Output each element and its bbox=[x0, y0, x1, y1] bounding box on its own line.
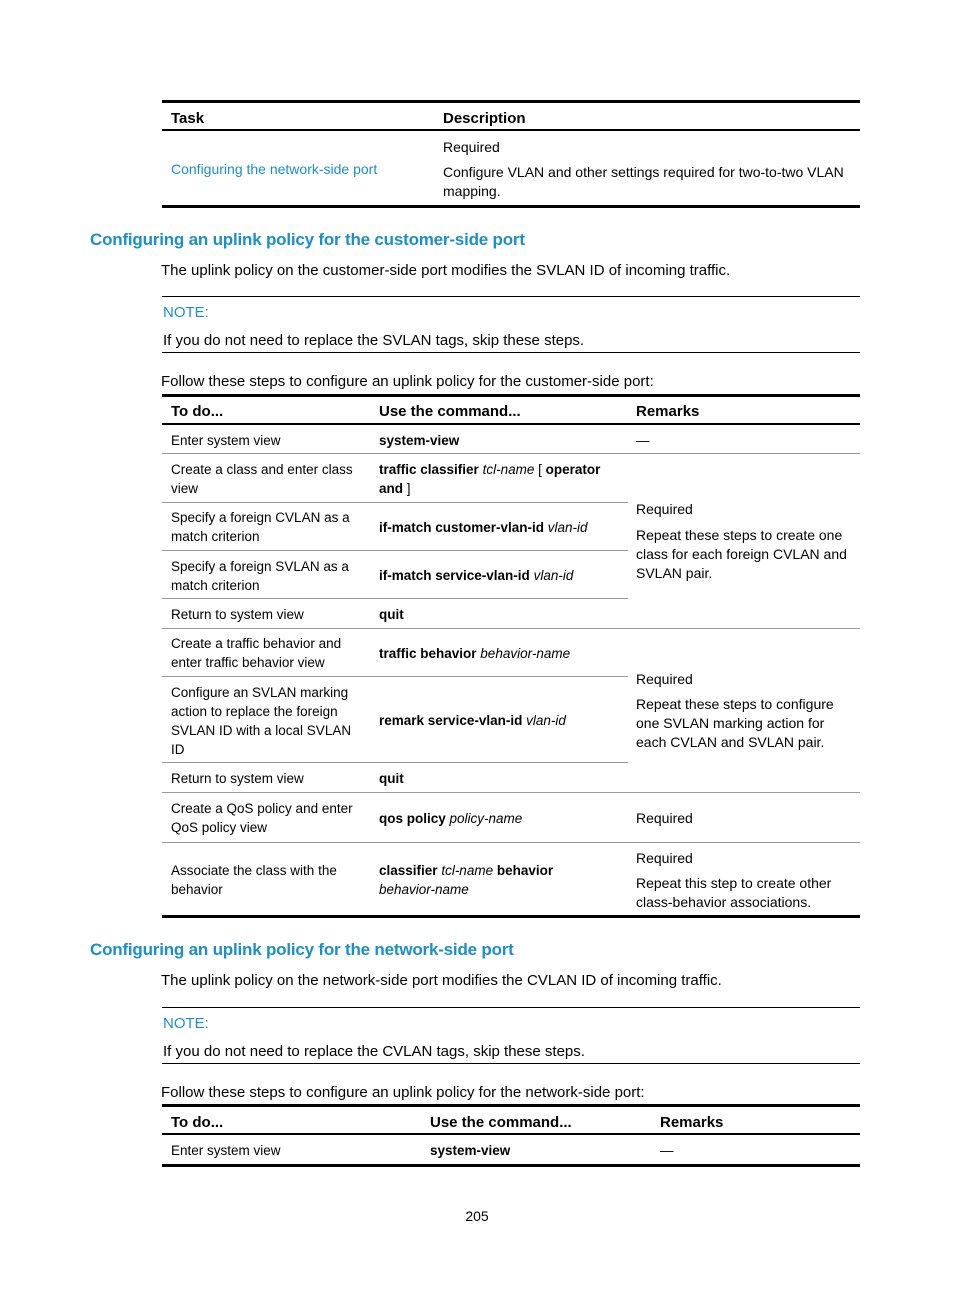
table-row-todo: Create a class and enter class view bbox=[171, 462, 353, 496]
header-todo: To do... bbox=[171, 403, 224, 420]
cmd-arg: vlan-id bbox=[533, 568, 574, 583]
header-todo: To do... bbox=[171, 1114, 224, 1131]
note-bottom-rule bbox=[162, 352, 860, 353]
group1-remarks-text: Repeat these steps to create one class for each foreign CVLAN and SVLAN pair. bbox=[636, 527, 847, 581]
cmd-keyword: qos policy bbox=[379, 811, 446, 826]
row-divider bbox=[162, 842, 860, 843]
table-row-todo: Return to system view bbox=[171, 771, 304, 786]
row-divider bbox=[162, 550, 628, 551]
header-remarks: Remarks bbox=[660, 1114, 724, 1131]
cmd-keyword: traffic classifier bbox=[379, 462, 479, 477]
note-label: NOTE: bbox=[163, 304, 209, 321]
table-row-remarks: — bbox=[636, 433, 650, 448]
note-text: If you do not need to replace the SVLAN tags, skip these steps. bbox=[163, 332, 585, 349]
table-row-cmd bbox=[379, 809, 522, 828]
table-row-todo: Configure an SVLAN marking action to replace the foreign SVLAN ID with a local SVLAN ID bbox=[171, 685, 352, 757]
table-header-rule bbox=[162, 1133, 860, 1135]
cmd-arg: behavior-name bbox=[379, 882, 469, 897]
row-divider bbox=[162, 502, 628, 503]
table-row-cmd: system-view bbox=[430, 1143, 511, 1158]
cmd-keyword: behavior bbox=[496, 863, 554, 878]
row-divider bbox=[162, 453, 860, 454]
table-header-rule bbox=[162, 129, 860, 131]
table-row-todo: Associate the class with the behavior bbox=[171, 863, 337, 897]
row-divider bbox=[162, 598, 628, 599]
table-row-cmd bbox=[379, 711, 566, 730]
header-remarks: Remarks bbox=[636, 403, 700, 420]
table-bottom-rule bbox=[162, 915, 860, 918]
cmd-bracket: [ bbox=[538, 462, 542, 477]
row-divider bbox=[162, 792, 860, 793]
task-desc-required: Required bbox=[443, 139, 500, 155]
last-remarks-text: Repeat this step to create other class-behavior associations. bbox=[636, 875, 832, 910]
table-row-cmd bbox=[379, 460, 619, 498]
cmd-keyword: classifier bbox=[379, 863, 438, 878]
table-bottom-rule bbox=[162, 205, 860, 208]
table-row-todo: Return to system view bbox=[171, 607, 304, 622]
section1-follow: Follow these steps to configure an uplink policy for the customer-side port: bbox=[161, 373, 654, 390]
row-divider bbox=[162, 628, 860, 629]
cmd-arg: tcl-name bbox=[441, 863, 494, 878]
table-row-cmd bbox=[379, 861, 619, 899]
table-row-cmd bbox=[379, 566, 573, 585]
table-row-todo: Specify a foreign SVLAN as a match criterion bbox=[171, 559, 349, 593]
cmd-arg: tcl-name bbox=[482, 462, 535, 477]
table-row-todo: Create a QoS policy and enter QoS policy view bbox=[171, 801, 353, 835]
header-task: Task bbox=[171, 110, 205, 127]
table-row-cmd bbox=[379, 518, 588, 537]
table-header-rule bbox=[162, 423, 860, 425]
section2-follow: Follow these steps to configure an uplink policy for the network-side port: bbox=[161, 1084, 645, 1101]
row-divider bbox=[162, 676, 628, 677]
note-top-rule bbox=[162, 1007, 860, 1008]
table-bottom-rule bbox=[162, 1164, 860, 1167]
cmd-arg: vlan-id bbox=[547, 520, 588, 535]
table-top-rule bbox=[162, 394, 860, 397]
table-row-todo: Enter system view bbox=[171, 433, 281, 448]
task-desc-text: Configure VLAN and other settings required for two-to-two VLAN mapping. bbox=[443, 164, 844, 199]
cmd-arg: behavior-name bbox=[480, 646, 571, 661]
table-row-cmd bbox=[379, 644, 570, 663]
cmd-keyword: traffic behavior bbox=[379, 646, 477, 661]
table-row-remarks: — bbox=[660, 1143, 674, 1158]
cmd-arg: vlan-id bbox=[526, 713, 566, 728]
table-row-todo: Specify a foreign CVLAN as a match criterion bbox=[171, 510, 350, 544]
group2-remarks-required: Required bbox=[636, 671, 693, 687]
group2-remarks-text: Repeat these steps to configure one SVLAN marking action for each CVLAN and SVLAN pair. bbox=[636, 696, 834, 750]
table-top-rule bbox=[162, 1104, 860, 1107]
note-bottom-rule bbox=[162, 1063, 860, 1064]
section-heading-network-side: Configuring an uplink policy for the network-side port bbox=[90, 940, 514, 959]
table-row-todo: Enter system view bbox=[171, 1143, 281, 1158]
table-row-remarks: Required bbox=[636, 810, 693, 826]
table-top-rule bbox=[162, 100, 860, 103]
header-command: Use the command... bbox=[430, 1114, 572, 1131]
header-command: Use the command... bbox=[379, 403, 521, 420]
cmd-bracket: ] bbox=[406, 481, 411, 496]
cmd-keyword: remark service-vlan-id bbox=[379, 713, 523, 728]
note-top-rule bbox=[162, 296, 860, 297]
cmd-arg: policy-name bbox=[449, 811, 523, 826]
cmd-keyword: if-match service-vlan-id bbox=[379, 568, 530, 583]
cmd-keyword: if-match customer-vlan-id bbox=[379, 520, 545, 535]
note-label: NOTE: bbox=[163, 1015, 209, 1032]
header-description: Description bbox=[443, 110, 526, 127]
section-heading-customer-side: Configuring an uplink policy for the customer-side port bbox=[90, 230, 525, 249]
note-text: If you do not need to replace the CVLAN tags, skip these steps. bbox=[163, 1043, 585, 1060]
cmd-keyword: operator and bbox=[379, 462, 601, 496]
section2-intro: The uplink policy on the network-side port modifies the CVLAN ID of incoming traffic. bbox=[161, 972, 722, 989]
table-row-cmd: system-view bbox=[379, 433, 460, 448]
last-remarks-required: Required bbox=[636, 850, 693, 866]
section1-intro: The uplink policy on the customer-side port modifies the SVLAN ID of incoming traffic. bbox=[161, 262, 731, 279]
row-divider bbox=[162, 762, 628, 763]
page-number: 205 bbox=[465, 1208, 489, 1224]
table-row-todo: Create a traffic behavior and enter traffic behavior view bbox=[171, 636, 342, 670]
group1-remarks-required: Required bbox=[636, 501, 693, 517]
table-row-cmd: quit bbox=[379, 607, 404, 622]
link-configuring-network-side-port[interactable]: Configuring the network-side port bbox=[171, 161, 378, 177]
table-row-cmd: quit bbox=[379, 771, 404, 786]
